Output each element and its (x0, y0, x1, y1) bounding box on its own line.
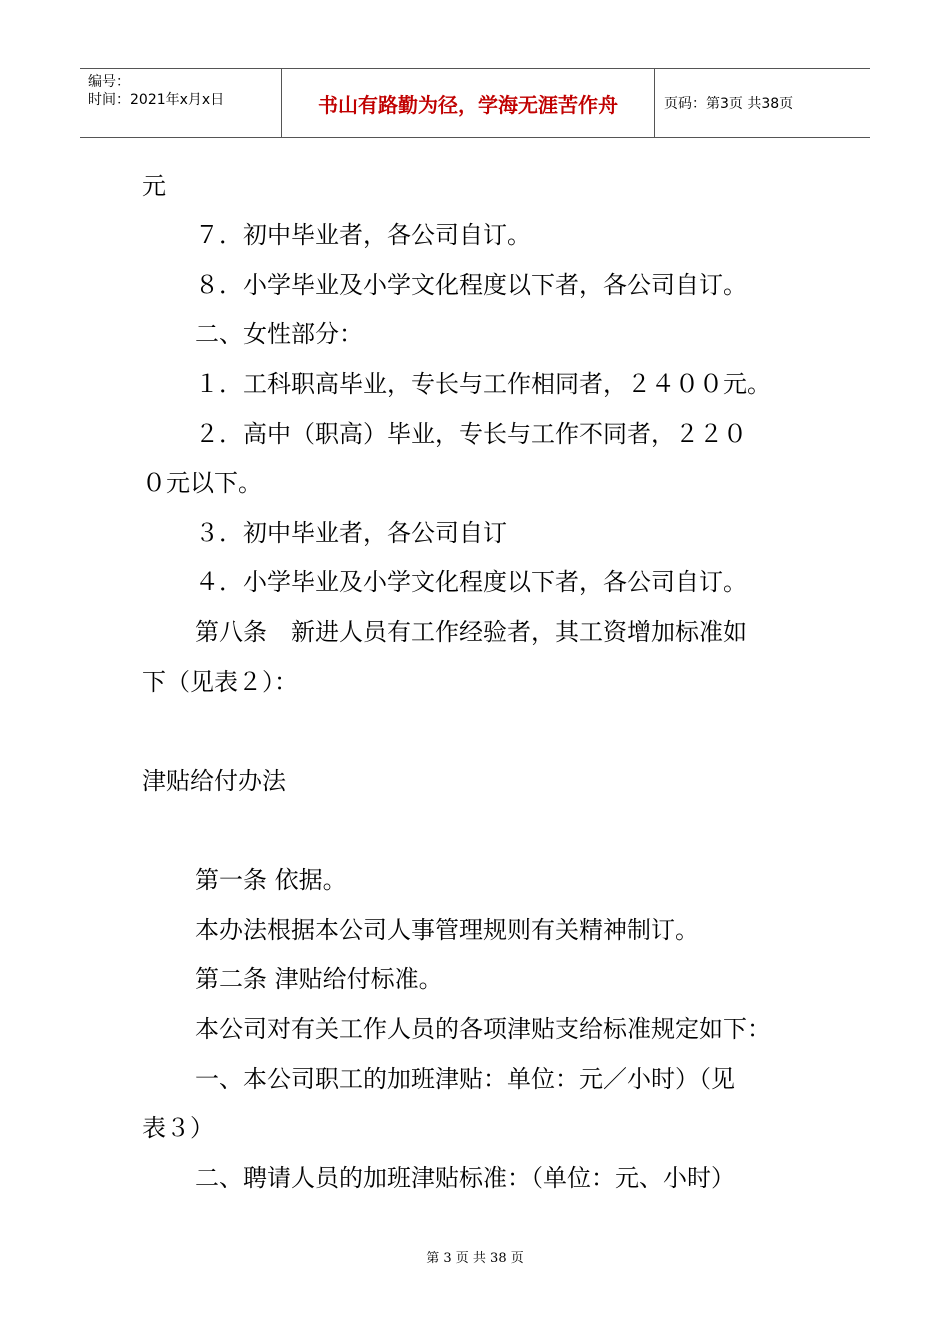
header-motto-cell (282, 69, 655, 137)
section-female: 二、女性部分： (195, 320, 363, 348)
section-title-allowance: 津贴给付办法 (142, 767, 286, 795)
body-line-item-7: ７．初中毕业者，各公司自订。 (195, 221, 531, 249)
article-8-cont: 下（见表２）： (142, 668, 298, 696)
article-8: 第八条 新进人员有工作经验者，其工资增加标准如 (195, 618, 747, 646)
article-2: 第二条 津贴给付标准。 (195, 965, 443, 993)
document-number-label: 编号： (88, 74, 130, 90)
body-line-female-3: ３．初中毕业者，各公司自订 (195, 519, 507, 547)
header-page-cell (655, 69, 870, 137)
header-motto: 书山有路勤为径，学海无涯苦作舟 (318, 92, 618, 117)
header-meta-cell (80, 69, 282, 137)
body-line-yuan: 元 (142, 172, 166, 200)
overtime-item-1-cont: 表３） (142, 1114, 214, 1142)
body-line-female-1: １．工科职高毕业，专长与工作相同者，２４００元。 (195, 370, 771, 398)
body-line-female-2-cont: ０元以下。 (142, 469, 262, 497)
header-page-info: 页码：第3页 共38页 (664, 96, 794, 112)
body-line-female-4: ４．小学毕业及小学文化程度以下者，各公司自订。 (195, 568, 747, 596)
overtime-item-2: 二、聘请人员的加班津贴标准：（单位：元、小时） (195, 1164, 735, 1192)
article-2-text: 本公司对有关工作人员的各项津贴支给标准规定如下： (195, 1015, 771, 1043)
article-1: 第一条 依据。 (195, 866, 347, 894)
document-time-label: 时间：2021年x月x日 (88, 92, 225, 108)
overtime-item-1: 一、本公司职工的加班津贴：单位：元／小时）（见 (195, 1065, 735, 1093)
body-line-female-2: ２．高中（职高）毕业，专长与工作不同者，２２０ (195, 420, 747, 448)
page-footer: 第 3 页 共 38 页 (426, 1251, 524, 1266)
body-line-item-8: ８．小学毕业及小学文化程度以下者，各公司自订。 (195, 271, 747, 299)
article-1-text: 本办法根据本公司人事管理规则有关精神制订。 (195, 916, 699, 944)
page-header (80, 68, 870, 138)
